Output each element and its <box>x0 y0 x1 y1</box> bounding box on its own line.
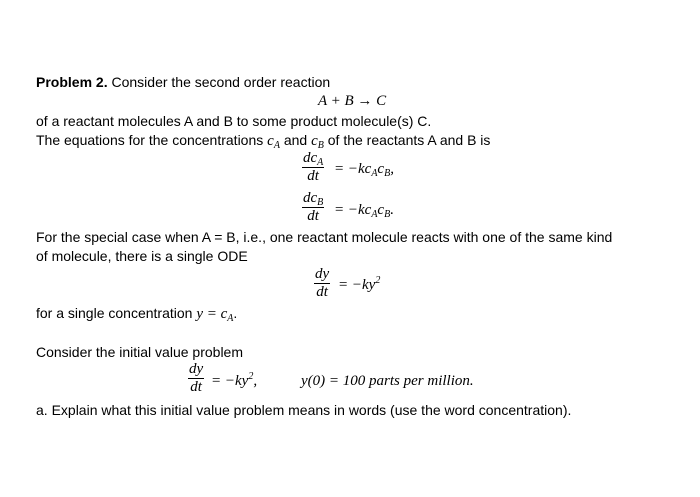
text-part: The equations for the concentrations <box>36 132 268 148</box>
text-part: of the reactants A and B is <box>323 132 491 148</box>
concentrations-description <box>36 131 490 150</box>
problem-heading: Problem 2. <box>36 74 108 90</box>
problem-intro: Consider the second order reaction <box>107 74 331 90</box>
ode-denominator: dt <box>316 284 328 300</box>
eq2-numerator: $dc_B$ <box>303 190 324 208</box>
eq1-numerator: $dc_A$ <box>303 150 324 168</box>
special-case-line-1: For the special case when A = B, i.e., one reactant molecule reacts with one of the same kind <box>36 229 613 245</box>
ode-rhs: = $-ky^2$ <box>338 275 381 293</box>
ode-numerator: dy <box>315 266 330 282</box>
text-part: for a single concentration <box>36 305 197 321</box>
text-part: and <box>279 132 312 148</box>
eq2-fraction <box>302 190 324 225</box>
eq2-rhs: = $-kc_Ac_B$. <box>334 202 394 220</box>
problem-intro-line <box>36 73 330 91</box>
reaction-equation: A + B → C <box>318 93 387 109</box>
cb-symbol: $c_B$ <box>311 133 324 151</box>
text-part: . <box>233 305 238 321</box>
ivp-fraction <box>188 361 204 396</box>
single-concentration-line <box>36 304 237 323</box>
reactant-description: of a reactant molecules A and B to some product molecule(s) C. <box>36 113 432 129</box>
eq1-rhs: = $-kc_Ac_B$, <box>334 161 394 179</box>
ca-symbol: $c_A$ <box>267 133 280 151</box>
y-equals-ca: $y = c_A$ <box>196 306 234 324</box>
ivp-intro: Consider the initial value problem <box>36 344 243 360</box>
ivp-initial-condition: y(0) = 100 parts per million. <box>301 373 474 389</box>
eq1-denominator: dt <box>307 168 319 184</box>
ivp-numerator: dy <box>189 361 204 377</box>
ivp-denominator: dt <box>190 379 202 395</box>
ode-fraction <box>314 266 330 301</box>
eq2-denominator: dt <box>307 208 319 224</box>
question-a: a. Explain what this initial value problem means in words (use the word concentration). <box>36 402 572 418</box>
ivp-rhs: = $-ky^2$, <box>211 371 258 389</box>
eq1-fraction <box>302 150 324 185</box>
special-case-line-2: of molecule, there is a single ODE <box>36 248 248 264</box>
